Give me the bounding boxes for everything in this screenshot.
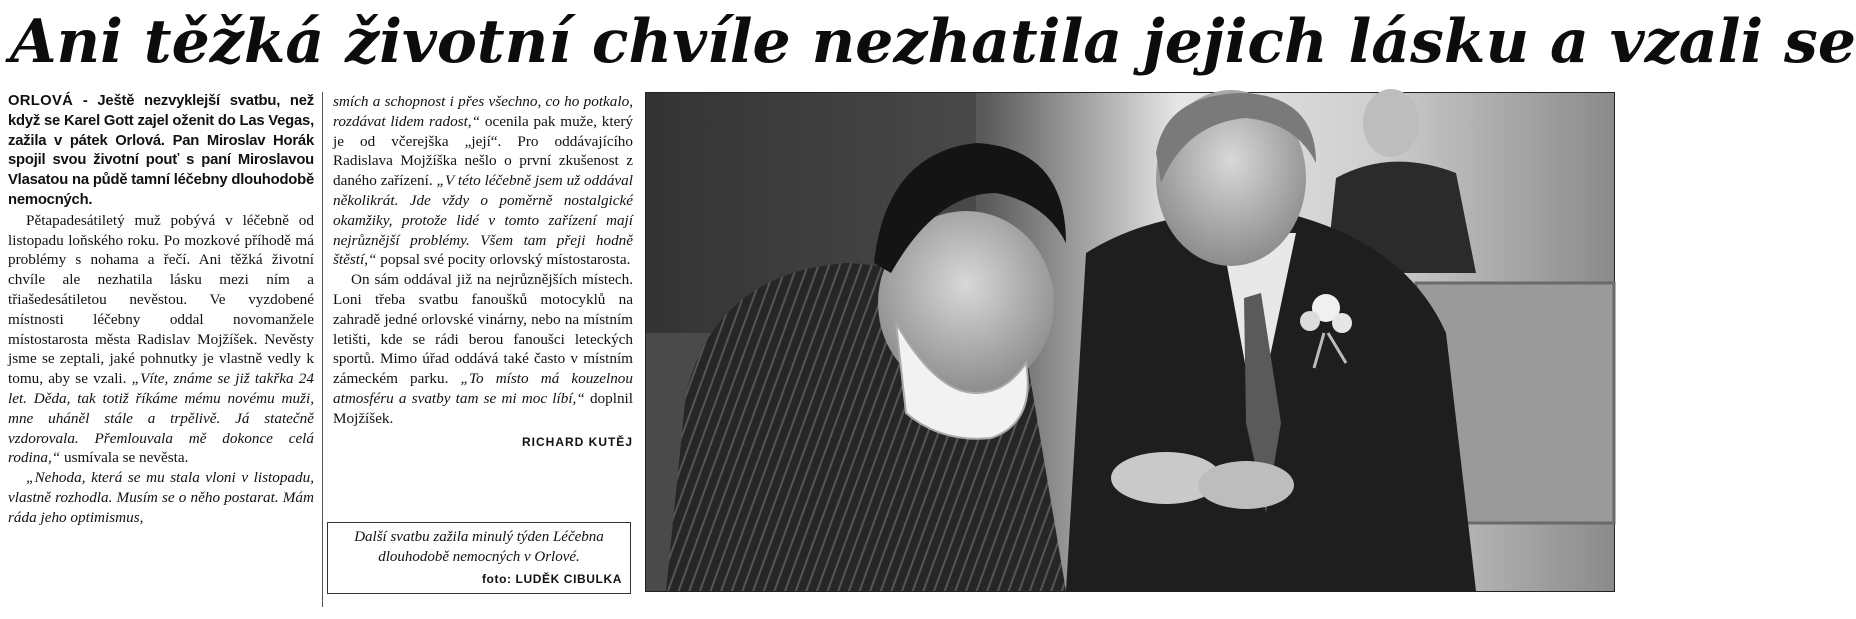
body-text: usmívala se nevěsta. [60,449,189,467]
photo-illustration [646,93,1614,591]
quote-text: „V této léčebně jsem už oddával několikrát. Jde vždy o poměrně nostalgické okamžiky, protože lidé v tomto zařízení mají nejrůznější problémy. Všem tam přeji hodně štěstí,“ [333,172,633,269]
quote-text: „To místo má kouzelnou atmosféru a svatby tam se mi moc líbí,“ [333,370,633,407]
body-text: ocenila pak muže, který je od včerejška „její“. Pro oddávajícího Radislava Mojžíška nešlo o první zkušenost z daného zařízení. [333,112,633,190]
article-column-2 [333,92,633,452]
body-text: doplnil Mojžíšek. [333,389,633,427]
column-divider [322,92,323,607]
dateline: ORLOVÁ [8,93,74,109]
body-paragraph [8,468,314,527]
lead-paragraph [8,92,314,211]
body-paragraph [333,92,633,270]
quote-text: „Nehoda, která se mu stala vloni v listopadu, vlastně rozhodla. Musím se o něho postarat. Mám ráda jeho optimismus, [8,469,314,526]
body-text: On sám oddával již na nejrůznějších místech. Loni třeba svatbu fanoušků motocyklů na zahradě jedné orlovské vinárny, nebo na místním letišti, kde se rádi berou fanoušci leteckých sportů. Mimo úřad oddává také často v místním zámeckém parku. [333,271,633,388]
headline: Ani těžká životní chvíle nezhatila jejich lásku a vzali se [10,7,1856,77]
lead-text: - Ještě nezvyklejší svatbu, než když se Karel Gott zajel oženit do Las Vegas, zažila v pátek Orlová. Pan Miroslav Horák spojil svou životní pouť s paní Miroslavou Vlasatou na půdě tamní léčebny dlouhodobě nemocných. [8,93,314,208]
body-text: Pětapadesátiletý muž pobývá v léčebně od listopadu loňského roku. Po mozkové příhodě má problémy s nohama a řečí. Ani těžká životní chvíle ale nezhatila lásku mezi ním a třiašedesátiletou nevěstou. Ve vyzdobené místnosti léčebny oddal novomanžele místostarosta města Radislav Mojžíšek. Nevěsty jsme se zeptali, jaké pohnutky je vlastně vedly k tomu, aby se vzali. [8,211,314,388]
wedding-photo [645,92,1615,592]
photo-caption [327,522,631,594]
body-paragraph [8,211,314,468]
photo-credit: foto: LUDĚK CIBULKA [481,572,622,586]
article-column-1 [8,92,314,528]
body-paragraph [333,270,633,428]
body-text: popsal své pocity orlovský místostarosta. [376,251,631,269]
author-byline: RICHARD KUTĚJ [521,434,633,449]
quote-text: smích a schopnost i přes všechno, co ho potkalo, rozdávat lidem radost,“ [333,93,633,130]
caption-text: Další svatbu zažila minulý týden Léčebna dlouhodobě nemocných v Orlové. [354,529,604,565]
quote-text: „Víte, známe se již takřka 24 let. Děda, tak totiž říkáme mému novému muži, mne uháněl stále a trpělivě. Já statečně vzdorovala. Přemlouvala mě dokonce celá rodina,“ [8,370,314,467]
